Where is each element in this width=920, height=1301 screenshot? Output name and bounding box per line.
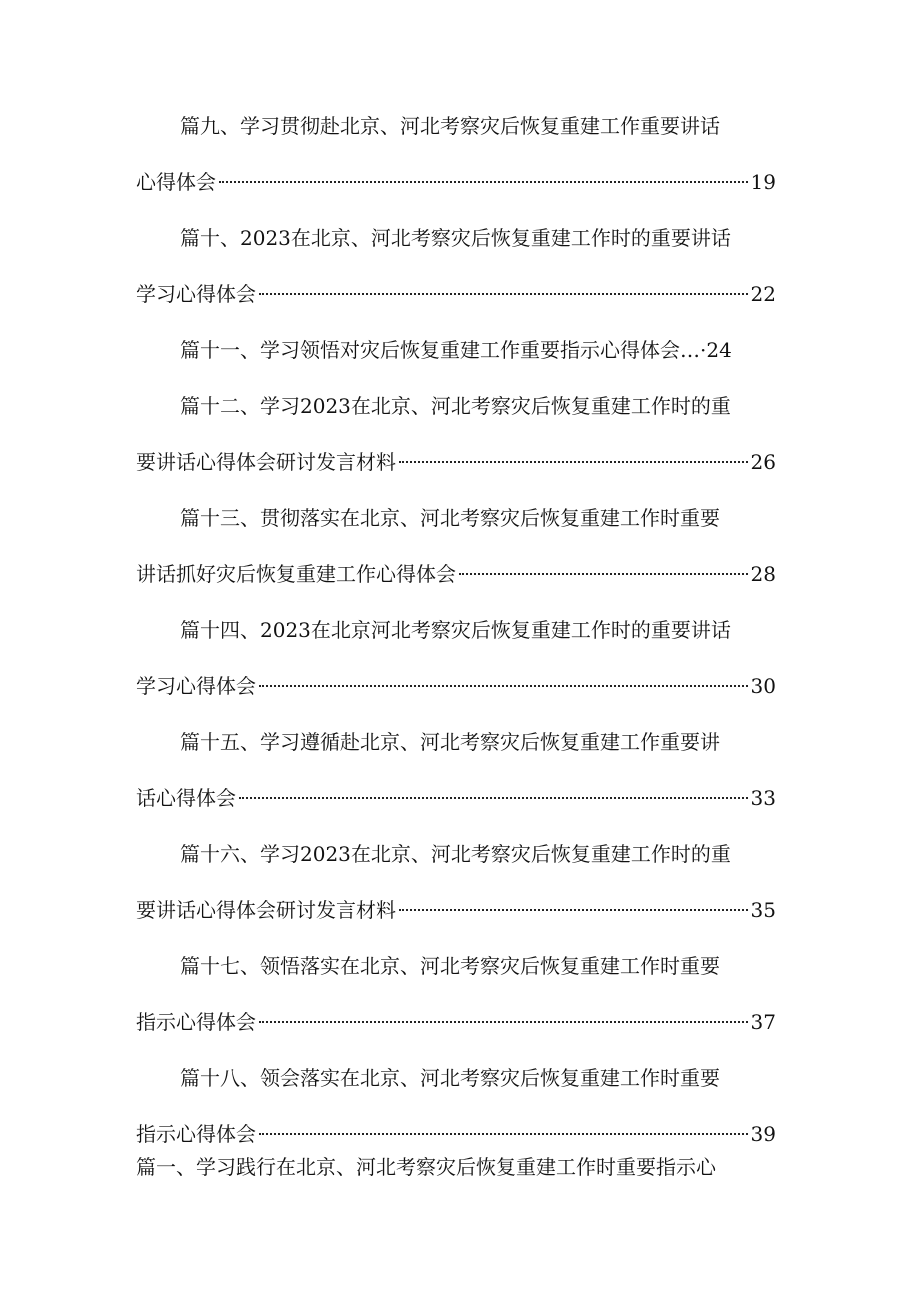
toc-entry-14-page: 30 — [750, 674, 776, 698]
dot-leader — [259, 685, 748, 687]
toc-entry-10-title-cont: 学习心得体会 — [136, 282, 256, 306]
toc-entry-13-title-cont: 讲话抓好灾后恢复重建工作心得体会 — [136, 562, 456, 586]
dot-leader — [259, 1133, 748, 1135]
toc-entry-15-leader[interactable] — [136, 783, 776, 813]
toc-entry-9-title-cont: 心得体会 — [136, 170, 216, 194]
dot-leader — [219, 181, 748, 183]
toc-entry-12-page: 26 — [750, 450, 776, 474]
toc-entry-10-page: 22 — [750, 282, 776, 306]
toc-entry-9-page: 19 — [750, 170, 776, 194]
toc-entry-18-leader[interactable] — [136, 1119, 776, 1149]
toc-entry-18-title-cont: 指示心得体会 — [136, 1122, 256, 1146]
toc-entry-9-leader[interactable] — [136, 167, 776, 197]
toc-entry-10-title[interactable]: 篇十、2023在北京、河北考察灾后恢复重建工作时的重要讲话 — [180, 226, 731, 250]
toc-entry-13-title[interactable]: 篇十三、贯彻落实在北京、河北考察灾后恢复重建工作时重要 — [180, 506, 720, 530]
toc-entry-14-title-cont: 学习心得体会 — [136, 674, 256, 698]
dot-leader — [399, 909, 748, 911]
dot-leader — [239, 797, 748, 799]
toc-entry-17-title-cont: 指示心得体会 — [136, 1010, 256, 1034]
toc-entry-16-title-cont: 要讲话心得体会研讨发言材料 — [136, 898, 396, 922]
toc-entry-15-page: 33 — [750, 786, 776, 810]
toc-entry-11-title: 篇十一、学习领悟对灾后恢复重建工作重要指示心得体会… — [180, 338, 700, 362]
dot-leader — [399, 461, 748, 463]
toc-entry-16-page: 35 — [750, 898, 776, 922]
toc-entry-14-leader[interactable] — [136, 671, 776, 701]
section-heading: 篇一、学习践行在北京、河北考察灾后恢复重建工作时重要指示心 — [136, 1155, 716, 1179]
toc-entry-17-leader[interactable] — [136, 1007, 776, 1037]
dot-leader — [259, 293, 748, 295]
dot-leader — [459, 573, 748, 575]
dot-leader — [259, 1021, 748, 1023]
toc-entry-18-page: 39 — [750, 1122, 776, 1146]
toc-entry-12-title-cont: 要讲话心得体会研讨发言材料 — [136, 450, 396, 474]
toc-entry-10-leader[interactable] — [136, 279, 776, 309]
toc-entry-15-title-cont: 话心得体会 — [136, 786, 236, 810]
toc-entry-12-leader[interactable] — [136, 447, 776, 477]
toc-entry-12-title[interactable]: 篇十二、学习2023在北京、河北考察灾后恢复重建工作时的重 — [180, 394, 731, 418]
toc-entry-15-title[interactable]: 篇十五、学习遵循赴北京、河北考察灾后恢复重建工作重要讲 — [180, 730, 720, 754]
toc-entry-11[interactable] — [180, 335, 776, 365]
toc-entry-16-title[interactable]: 篇十六、学习2023在北京、河北考察灾后恢复重建工作时的重 — [180, 842, 731, 866]
toc-entry-18-title[interactable]: 篇十八、领会落实在北京、河北考察灾后恢复重建工作时重要 — [180, 1066, 720, 1090]
toc-entry-13-page: 28 — [750, 562, 776, 586]
toc-entry-9-title[interactable]: 篇九、学习贯彻赴北京、河北考察灾后恢复重建工作重要讲话 — [180, 114, 720, 138]
toc-entry-14-title[interactable]: 篇十四、2023在北京河北考察灾后恢复重建工作时的重要讲话 — [180, 618, 731, 642]
toc-entry-17-page: 37 — [750, 1010, 776, 1034]
toc-entry-17-title[interactable]: 篇十七、领悟落实在北京、河北考察灾后恢复重建工作时重要 — [180, 954, 720, 978]
toc-entry-13-leader[interactable] — [136, 559, 776, 589]
toc-entry-11-page: ·24 — [700, 338, 732, 362]
toc-entry-16-leader[interactable] — [136, 895, 776, 925]
